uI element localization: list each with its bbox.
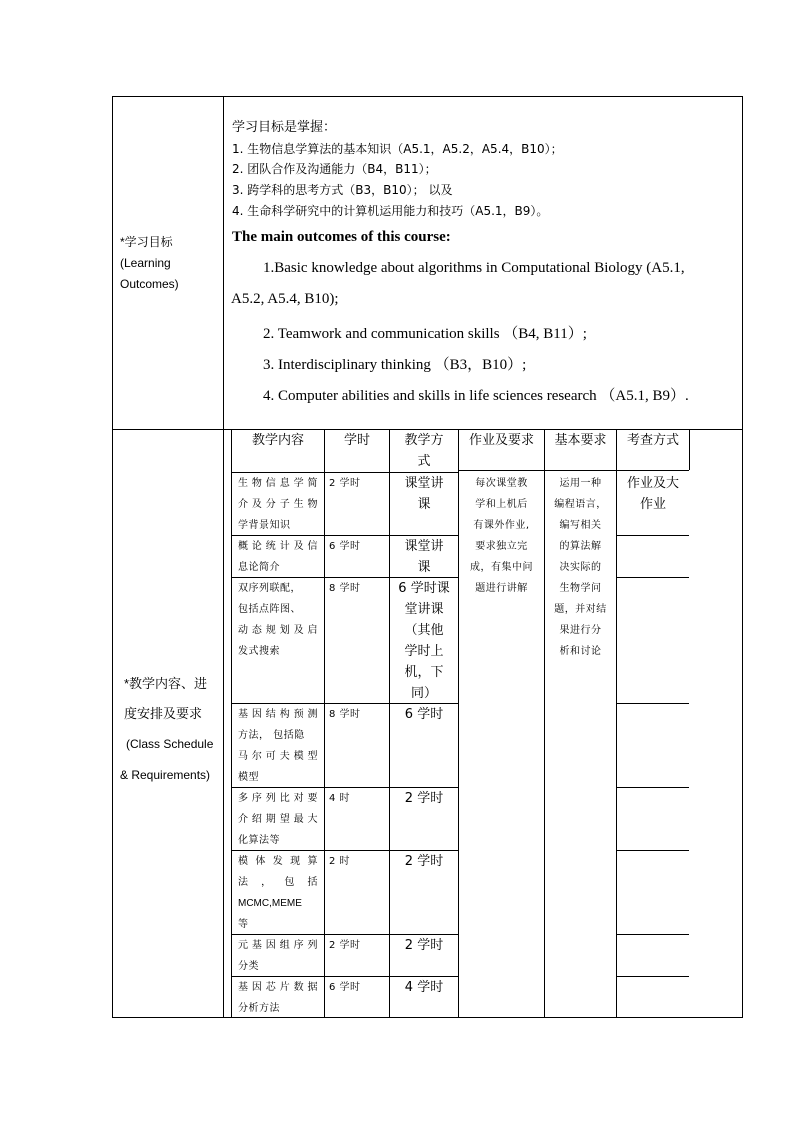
outer-top-border xyxy=(112,96,743,97)
basic-line-2: 编程语言， xyxy=(554,499,607,510)
outcome-en-4: 4. Computer abilities and skills in life sciences research （A5.1, B9）. xyxy=(263,388,689,404)
row3-method-4: 学时上 xyxy=(404,644,444,659)
grid-h-a4 xyxy=(616,703,689,704)
outer-split-border xyxy=(223,96,224,1018)
assess-line-1: 作业及大 xyxy=(626,476,679,491)
row3-content-2: 包括点阵图、 xyxy=(238,604,301,615)
outcome-cn-2: 2. 团队合作及沟通能力（B4，B11）； xyxy=(232,162,437,176)
row6-content-1: 模 体 发 现 算 xyxy=(238,856,318,867)
basic-line-4: 的算法解 xyxy=(559,541,602,552)
row4-content-4: 模型 xyxy=(238,772,259,783)
row5-content-3: 化算法等 xyxy=(238,835,280,846)
outcome-cn-1: 1. 生物信息学算法的基本知识（A5.1，A5.2，A5.4，B10）； xyxy=(232,142,563,156)
header-basic: 基本要求 xyxy=(554,433,607,448)
row4-hours: 8 学时 xyxy=(329,709,361,720)
row3-method-1: 6 学时课 xyxy=(398,581,450,596)
outer-left-border xyxy=(112,96,113,1018)
outer-mid-border xyxy=(112,429,743,430)
header-method-2: 式 xyxy=(417,454,431,469)
row6-method-1: 2 学时 xyxy=(404,854,444,869)
row3-content-1: 双序列联配， xyxy=(238,583,301,594)
row1-content-1: 生物信息学简 xyxy=(238,478,318,489)
row5-content-2: 介绍期望最大 xyxy=(238,814,318,825)
basic-line-3: 编写相关 xyxy=(559,520,602,531)
homework-line-3: 有课外作业, xyxy=(473,520,530,531)
row2-hours: 6 学时 xyxy=(329,541,361,552)
outcomes-heading-en: The main outcomes of this course: xyxy=(232,229,451,245)
row5-method-1: 2 学时 xyxy=(404,791,444,806)
row2-method-2: 课 xyxy=(417,560,431,575)
outer-right-border xyxy=(742,96,743,1018)
basic-line-9: 析和讨论 xyxy=(559,646,602,657)
grid-h-a3 xyxy=(616,577,689,578)
grid-v-hours-left xyxy=(324,429,325,1017)
row1-method-1: 课堂讲 xyxy=(404,476,444,491)
grid-h-a8 xyxy=(616,976,689,977)
row3-content-4: 发式搜索 xyxy=(238,646,280,657)
row7-hours: 2 学时 xyxy=(329,940,361,951)
row1-content-2: 介及分子生物 xyxy=(238,499,318,510)
schedule-label-1: *教学内容、进 xyxy=(124,676,208,691)
outcome-cn-3: 3. 跨学科的思考方式（B3，B10）； 以及 xyxy=(232,183,453,197)
row4-method-1: 6 学时 xyxy=(404,707,444,722)
schedule-label-4: & Requirements) xyxy=(120,768,211,782)
homework-line-4: 要求独立完 xyxy=(475,541,528,552)
basic-line-8: 果进行分 xyxy=(559,625,602,636)
row6-content-2: 法 ， 包 括 xyxy=(238,877,318,888)
label-en-1: (Learning xyxy=(120,256,171,270)
basic-line-7: 题，并对结 xyxy=(554,604,607,615)
outcome-en-1-line2: A5.2, A5.4, B10); xyxy=(231,291,339,307)
row3-method-5: 机，下 xyxy=(404,665,444,680)
outcomes-intro: 学习目标是掌握： xyxy=(232,120,337,135)
grid-h-a5 xyxy=(616,787,689,788)
row2-content-2: 息论简介 xyxy=(238,562,280,573)
outcome-en-3: 3. Interdisciplinary thinking （B3，B10）; xyxy=(263,357,527,373)
header-method-1: 教学方 xyxy=(404,433,444,448)
row8-content-1: 基因芯片数据 xyxy=(238,982,318,993)
row1-content-3: 学背景知识 xyxy=(238,520,291,531)
schedule-label-2: 度安排及要求 xyxy=(124,706,203,721)
row7-content-1: 元基因组序列 xyxy=(238,940,318,951)
homework-line-1: 每次课堂教 xyxy=(475,478,528,489)
header-homework: 作业及要求 xyxy=(468,433,534,448)
outcome-cn-4: 4. 生命科学研究中的计算机运用能力和技巧（A5.1，B9）。 xyxy=(232,204,549,218)
row6-hours: 2 时 xyxy=(329,856,351,867)
grid-h-a2 xyxy=(616,535,689,536)
homework-line-5: 成，有集中问 xyxy=(470,562,533,573)
homework-line-2: 学和上机后 xyxy=(475,499,528,510)
row3-method-6: 同） xyxy=(410,686,437,701)
schedule-label-3: (Class Schedule xyxy=(126,737,214,751)
grid-h-a7 xyxy=(616,934,689,935)
row3-method-2: 堂讲课 xyxy=(404,602,444,617)
header-hours: 学时 xyxy=(343,433,370,448)
grid-v-assess-right xyxy=(689,429,690,470)
label-cn: *学习目标 xyxy=(120,235,173,249)
row2-content-1: 概论统计及信 xyxy=(238,541,318,552)
row8-hours: 6 学时 xyxy=(329,982,361,993)
row4-content-3: 马尔可夫模型 xyxy=(238,751,318,762)
row7-method-1: 2 学时 xyxy=(404,938,444,953)
row3-content-3: 动态规划及启 xyxy=(238,625,318,636)
outcome-en-1-line1: 1.Basic knowledge about algorithms in Computational Biology (A5.1, xyxy=(263,260,685,276)
row4-content-1: 基因结构预测 xyxy=(238,709,318,720)
row1-hours: 2 学时 xyxy=(329,478,361,489)
header-content: 教学内容 xyxy=(251,433,304,448)
grid-h-header-right xyxy=(458,470,689,471)
row7-content-2: 分类 xyxy=(238,961,259,972)
outcome-en-2: 2. Teamwork and communication skills （B4, B11）; xyxy=(263,326,587,342)
basic-line-5: 决实际的 xyxy=(559,562,602,573)
row2-method-1: 课堂讲 xyxy=(404,539,444,554)
grid-v-content-left xyxy=(231,429,232,1017)
row8-content-2: 分析方法 xyxy=(238,1003,280,1014)
grid-h-a6 xyxy=(616,850,689,851)
basic-line-1: 运用一种 xyxy=(559,478,602,489)
homework-line-6: 题进行讲解 xyxy=(475,583,528,594)
header-assess: 考查方式 xyxy=(626,433,679,448)
row4-content-2: 方法， 包括隐 xyxy=(238,730,305,741)
row5-content-1: 多序列比对要 xyxy=(238,793,318,804)
outer-bottom-border xyxy=(112,1017,743,1018)
row6-content-3: MCMC,MEME xyxy=(238,898,302,909)
assess-line-2: 作业 xyxy=(639,497,666,512)
basic-line-6: 生物学问 xyxy=(559,583,602,594)
label-en-2: Outcomes) xyxy=(120,277,179,291)
row5-hours: 4 时 xyxy=(329,793,351,804)
row3-method-3: （其他 xyxy=(404,623,444,638)
row6-content-4: 等 xyxy=(238,919,249,930)
row3-hours: 8 学时 xyxy=(329,583,361,594)
grid-v-assess-left xyxy=(616,429,617,1017)
row1-method-2: 课 xyxy=(417,497,431,512)
row8-method-1: 4 学时 xyxy=(404,980,444,995)
